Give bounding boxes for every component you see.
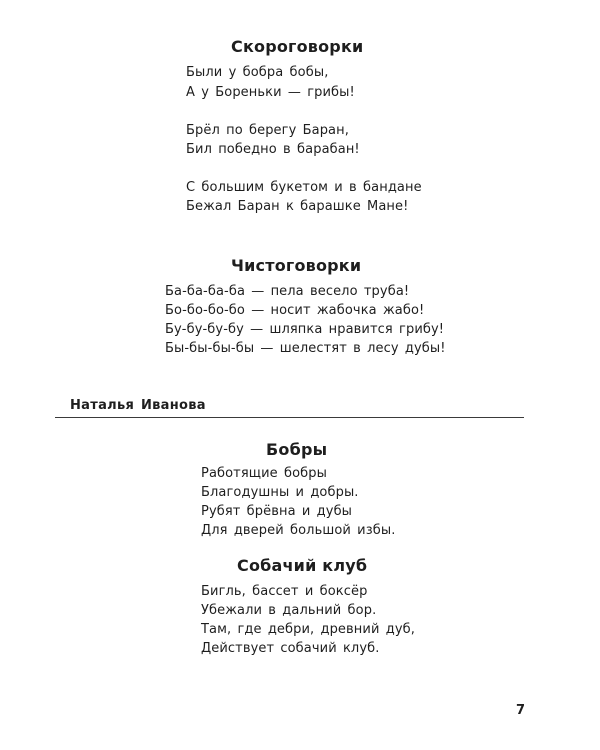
twister-line: А у Бореньки — грибы! — [186, 85, 355, 100]
author-name: Наталья Иванова — [70, 398, 206, 413]
poem-line: Действует собачий клуб. — [201, 641, 380, 656]
poem-line: Благодушны и добры. — [201, 485, 359, 500]
poem-line: Работящие бобры — [201, 466, 327, 481]
poem-line: Для дверей большой избы. — [201, 523, 396, 538]
twister-line: Были у бобра бобы, — [186, 65, 329, 80]
section-title-clear-speech: Чистоговорки — [231, 256, 362, 275]
twister-line: Бил победно в барабан! — [186, 142, 360, 157]
clear-speech-line: Ба-ба-ба-ба — пела весело труба! — [165, 284, 410, 299]
poem-line: Убежали в дальний бор. — [201, 603, 377, 618]
divider-rule — [55, 417, 524, 418]
clear-speech-line: Бу-бу-бу-бу — шляпка нравится грибу! — [165, 322, 445, 337]
section-title-tongue-twisters: Скороговорки — [231, 37, 364, 56]
twister-line: С большим букетом и в бандане — [186, 180, 422, 195]
poem-title-dog-club: Собачий клуб — [237, 556, 368, 575]
clear-speech-line: Бо-бо-бо-бо — носит жабочка жабо! — [165, 303, 425, 318]
clear-speech-line: Бы-бы-бы-бы — шелестят в лесу дубы! — [165, 341, 446, 356]
twister-line: Брёл по берегу Баран, — [186, 123, 349, 138]
page-number: 7 — [516, 703, 526, 718]
poem-line: Бигль, бассет и боксёр — [201, 584, 368, 599]
poem-title-beavers: Бобры — [266, 440, 328, 459]
poem-line: Рубят брёвна и дубы — [201, 504, 353, 519]
twister-line: Бежал Баран к барашке Мане! — [186, 199, 409, 214]
poem-line: Там, где дебри, древний дуб, — [201, 622, 415, 637]
